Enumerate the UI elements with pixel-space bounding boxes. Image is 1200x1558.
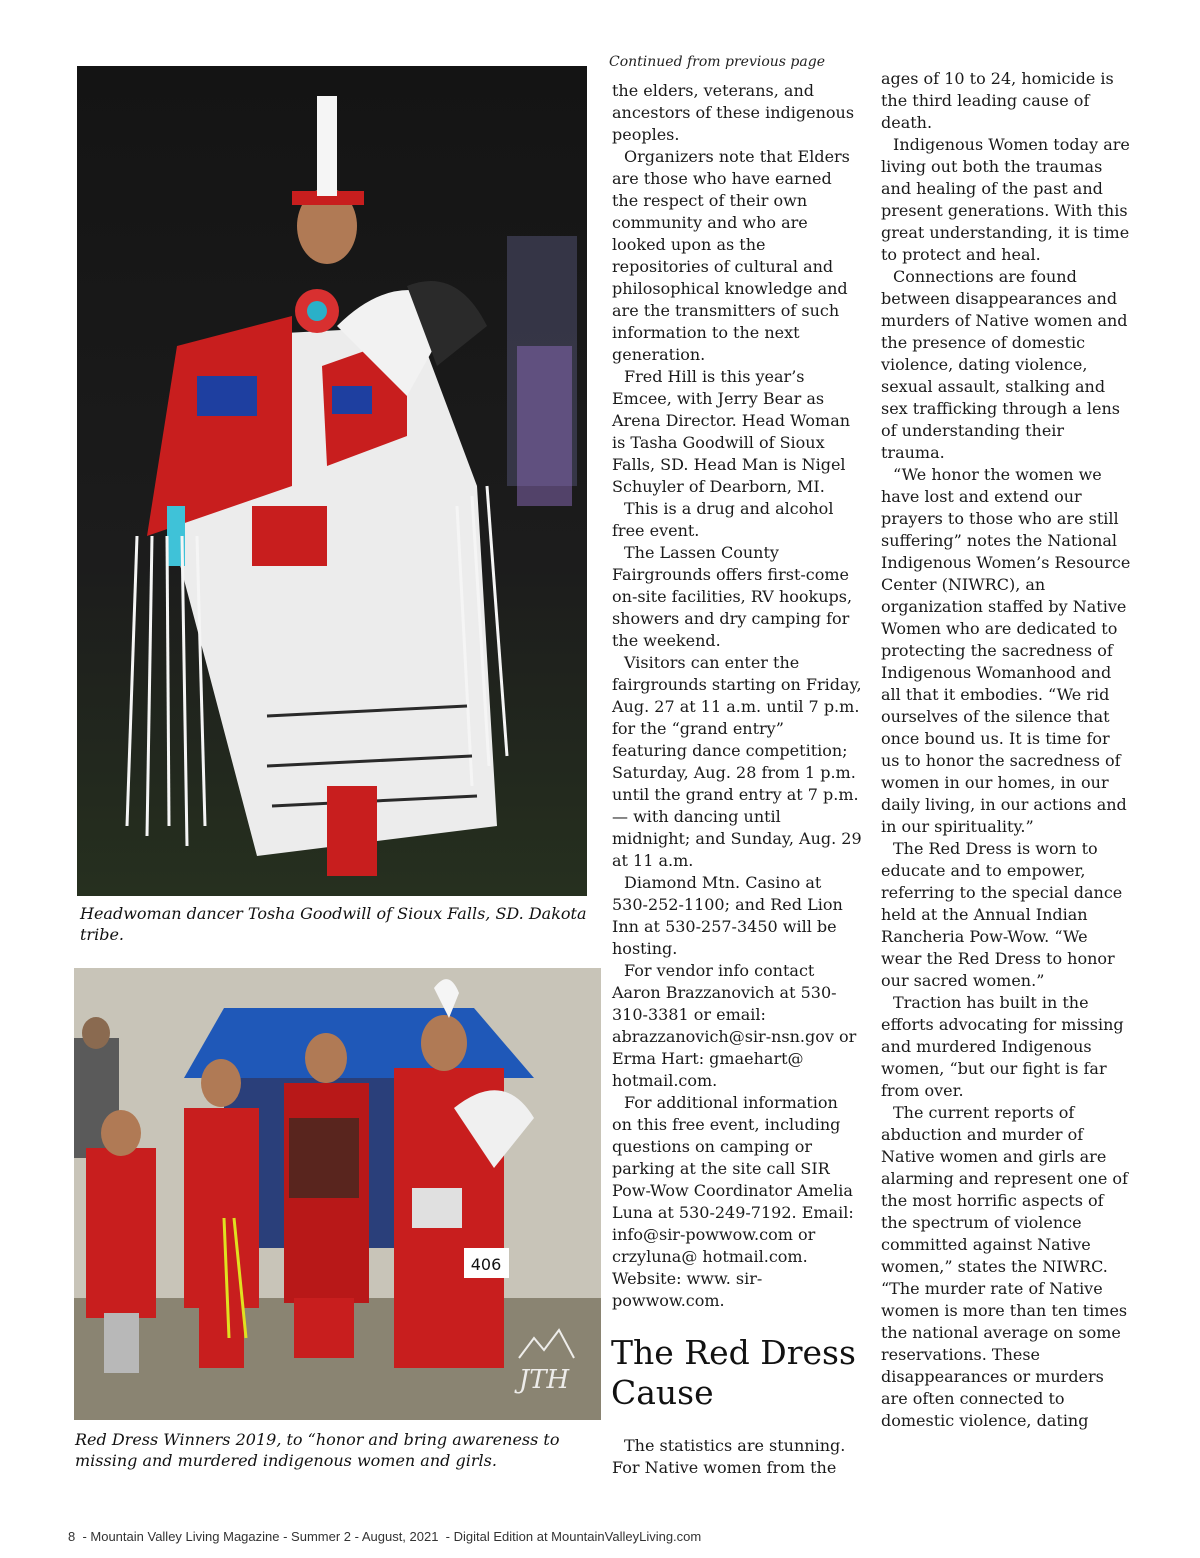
watermark-logo: JTH bbox=[518, 1365, 570, 1395]
dancer-number: 406 bbox=[470, 1255, 502, 1274]
paragraph: the elders, veterans, and ancestors of these indigenous peoples. bbox=[612, 81, 855, 144]
paragraph: This is a drug and alcohol free event. bbox=[612, 499, 834, 540]
paragraph: For additional information on this free event, including questions on camping or parking at the site call SIR Pow-Wow Coordinator Amelia Luna at 530-249-7192. Email: info@sir-powwow.com or crzyluna@ hotmail.com. Website: www. sir-powwow.com. bbox=[612, 1093, 854, 1310]
section-heading: The Red Dress Cause bbox=[611, 1333, 856, 1412]
paragraph: Visitors can enter the fairgrounds starting on Friday, Aug. 27 at 11 a.m. until 7 p.m. for the “grand entry” featuring dance competition; Saturday, Aug. 28 from 1 p.m. until the grand entry at 7 p.m. — with dancing until midnight; and Sunday, Aug. 29 at 11 a.m. bbox=[612, 653, 862, 870]
photo-caption: Headwoman dancer Tosha Goodwill of Sioux Falls, SD. Dakota tribe. bbox=[80, 904, 587, 944]
paragraph: ages of 10 to 24, homicide is the third leading cause of death. bbox=[881, 69, 1114, 132]
continued-note: Continued from previous page bbox=[609, 54, 825, 70]
page-footer: 8 - Mountain Valley Living Magazine - Summer 2 - August, 2021 - Digital Edition at MountainValleyLiving.com bbox=[68, 1529, 702, 1544]
paragraph: Diamond Mtn. Casino at 530-252-1100; and Red Lion Inn at 530-257-3450 will be hosting. bbox=[612, 873, 843, 958]
paragraph: The statistics are stunning. For Native women from the bbox=[612, 1436, 846, 1477]
paragraph: For vendor info contact Aaron Brazzanovich at 530-310-3381 or email: abrazzanovich@sir-nsn.gov or Erma Hart: gmaehart@ hotmail.com. bbox=[612, 961, 857, 1090]
paragraph: “We honor the women we have lost and extend our prayers to those who are still suffering” notes the National Indigenous Women’s Resource Center (NIWRC), an organization staffed by Native Women who are dedicated to protecting the sacredness of Indigenous Womanhood and all that it embodies. “We rid ourselves of the silence that once bound us. It is time for us to honor the sacredness of women in our homes, in our daily living, in our actions and in our spirituality.” bbox=[881, 465, 1131, 836]
paragraph: The current reports of abduction and murder of Native women and girls are alarming and represent one of the most horrific aspects of the spectrum of violence committed against Native women,” states the NIWRC. “The murder rate of Native women is more than ten times the national average on some reservations. These disappearances or murders are often connected to domestic violence, dating bbox=[881, 1103, 1128, 1430]
article-column-3 bbox=[881, 68, 1131, 1432]
paragraph: The Lassen County Fairgrounds offers first-come on-site facilities, RV hookups, showers and dry camping for the weekend. bbox=[612, 543, 853, 650]
paragraph: The Red Dress is worn to educate and to empower, referring to the special dance held at the Annual Indian Rancheria Pow-Wow. “We wear the Red Dress to honor our sacred women.” bbox=[881, 839, 1123, 990]
article-column-2 bbox=[612, 80, 862, 1312]
photo-caption: Red Dress Winners 2019, to “honor and bring awareness to missing and murdered indigenous women and girls. bbox=[75, 1430, 560, 1470]
article-column-2-continued bbox=[612, 1435, 862, 1479]
red-dress-winners-photo bbox=[74, 968, 601, 1420]
paragraph: Traction has built in the efforts advocating for missing and murdered Indigenous women, “but our fight is far from over. bbox=[881, 993, 1124, 1100]
paragraph: Fred Hill is this year’s Emcee, with Jerry Bear as Arena Director. Head Woman is Tasha Goodwill of Sioux Falls, SD. Head Man is Nigel Schuyler of Dearborn, MI. bbox=[612, 367, 851, 496]
headwoman-dancer-photo bbox=[77, 66, 587, 896]
paragraph: Organizers note that Elders are those who have earned the respect of their own community and who are looked upon as the repositories of cultural and philosophical knowledge and are the transmitters of such information to the next generation. bbox=[612, 147, 850, 364]
paragraph: Indigenous Women today are living out both the traumas and healing of the past and present generations. With this great understanding, it is time to protect and heal. bbox=[881, 135, 1130, 264]
paragraph: Connections are found between disappearances and murders of Native women and the presence of domestic violence, dating violence, sexual assault, stalking and sex trafficking through a lens of understanding their trauma. bbox=[881, 267, 1128, 462]
